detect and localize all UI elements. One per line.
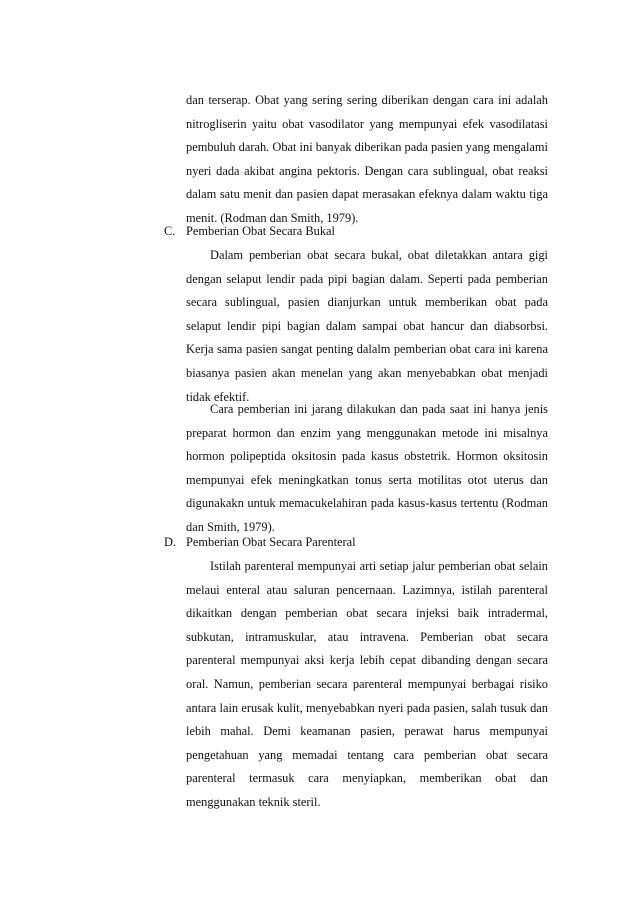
paragraph-c-1: Dalam pemberian obat secara bukal, obat diletakkan antara gigi dengan selaput lendir pada pipi bagian dalam. Seperti pada pemberian secara sublingual, pasien dianjurkan untuk memberikan obat pada selaput lendir pipi bagian dalam sampai obat hancur dan diabsorbsi. Kerja sama pasien sangat penting dalalm pemberian obat cara ini karena biasanya pasien akan menelan yang akan menyebabkan obat menjadi tidak efektif. — [186, 248, 548, 404]
section-c-letter: C. — [164, 224, 176, 238]
section-d-letter: D. — [164, 535, 177, 549]
section-d-title: Pemberian Obat Secara Parenteral — [186, 535, 356, 549]
section-c-title: Pemberian Obat Secara Bukal — [186, 224, 335, 238]
paragraph-c-2: Cara pemberian ini jarang dilakukan dan pada saat ini hanya jenis preparat hormon dan enzim yang menggunakan metode ini misalnya hormon polipeptida oksitosin pada kasus obstetrik. Hormon oksitosin mempunyai efek meningkatkan tonus serta motilitas otot uterus dan digunakakn untuk memacukelahiran pada kasus-kasus tertentu (Rodman dan Smith, 1979). — [186, 402, 548, 534]
section-d-heading — [164, 531, 548, 555]
paragraph-continuation: dan terserap. Obat yang sering sering diberikan dengan cara ini adalah nitrogliserin yaitu obat vasodilator yang mempunyai efek vasodilatasi pembuluh darah. Obat ini banyak diberikan pada pasien yang mengalami nyeri dada akibat angina pektoris. Dengan cara sublingual, obat reaksi dalam satu menit dan pasien dapat merasakan efeknya dalam waktu tiga menit. (Rodman dan Smith, 1979). — [186, 93, 548, 225]
section-c-heading — [164, 220, 548, 244]
paragraph-d-1: Istilah parenteral mempunyai arti setiap jalur pemberian obat selain melaui enteral atau saluran pencernaan. Lazimnya, istilah parenteral dikaitkan dengan pemberian obat secara injeksi baik intradermal, subkutan, intramuskular, atau intravena. Pemberian obat secara parenteral mempunyai aksi kerja lebih cepat dibanding dengan secara oral. Namun, pemberian secara parenteral mempunyai berbagai risiko antara lain erusak kulit, menyebabkan nyeri pada pasien, salah tusuk dan lebih mahal. Demi keamanan pasien, perawat harus mempunyai pengetahuan yang memadai tentang cara pemberian obat secara parenteral termasuk cara menyiapkan, memberikan obat dan menggunakan teknik steril. — [186, 559, 548, 809]
